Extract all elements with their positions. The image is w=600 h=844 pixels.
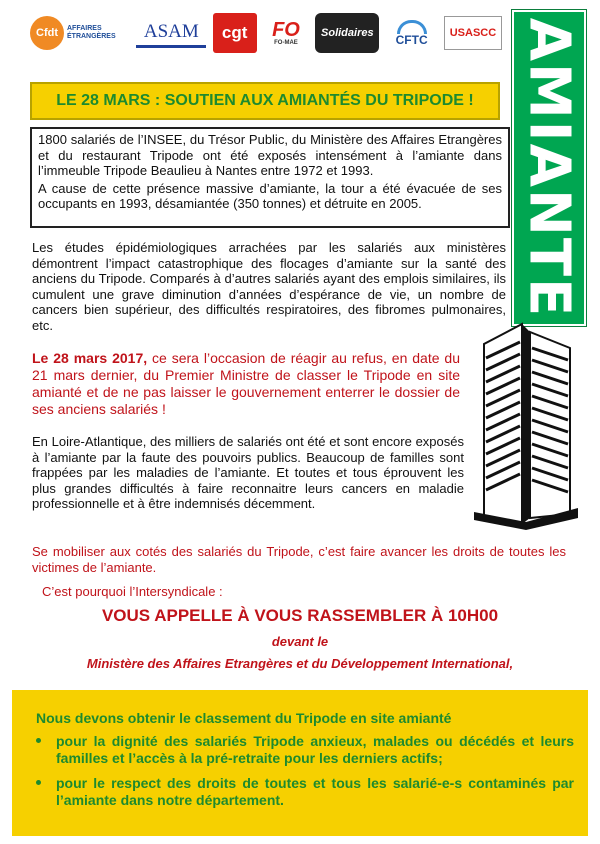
cfdt-logo-mark: Cfdt (30, 16, 64, 50)
asam-logo: ASAM (136, 18, 206, 48)
tripode-building-illustration (470, 318, 580, 532)
demands-list (36, 733, 574, 809)
intersyndicale-line: C’est pourquoi l’Intersyndicale : (42, 584, 223, 599)
mobilisation-paragraph: Se mobiliser aux cotés des salariés du Tripode, c’est faire avancer les droits de toutes les victimes de l’amiante. (32, 544, 566, 575)
intro-box (30, 127, 510, 228)
side-banner (512, 10, 586, 326)
rally-location: Ministère des Affaires Etrangères et du Développement International, (86, 656, 514, 671)
rally-call: VOUS APPELLE À VOUS RASSEMBLER À 10H00 (101, 606, 499, 625)
fo-logo-sub: FO-MAE (274, 39, 298, 46)
bullet-icon (36, 780, 41, 785)
fo-logo-mark: FO (272, 18, 300, 41)
rally-location-lead: devant le (271, 634, 329, 649)
cfdt-logo (30, 13, 130, 53)
demands-lead: Nous devons obtenir le classement du Tripode en site amianté (36, 710, 452, 726)
loire-atlantique-paragraph: En Loire-Atlantique, des milliers de salariés ont été et sont encore exposés à l’amiante par la faute des pouvoirs publics. Beaucoup de familles sont frappées par les maladies de l’amiante. Et toutes et tous éprouvent les plus grandes difficultés à faire reconnaitre leurs cancers en maladie professionnelle et à être indemnisés décemment. (32, 434, 464, 511)
march-text: ce sera l’occasion de réagir au refus, en date du 21 mars dernier, du Premier Ministre de classer le Tripode en site amianté et de ne pas laisser le gouvernement enterrer le dossier de ses anciens salariés ! (32, 350, 460, 417)
cftc-arc-icon (397, 20, 427, 34)
march-paragraph (32, 350, 460, 418)
page-title: LE 28 MARS : SOUTIEN AUX AMIANTÉS DU TRIPODE ! (56, 92, 474, 109)
intro-paragraph-2: A cause de cette présence massive d’amiante, la tour a été évacuée de ses occupants en 1993, désamiantée (350 tonnes) et détruite en 2005. (38, 180, 502, 211)
demand-text: pour le respect des droits de toutes et tous les salarié-e-s contaminés par l’amiante dans notre département. (56, 775, 574, 808)
usasc-logo: USASCC (444, 16, 502, 50)
union-logos (30, 12, 502, 54)
list-item (36, 733, 574, 767)
cgt-logo: cgt (213, 13, 257, 53)
cftc-logo-mark: CFTC (395, 33, 428, 47)
demands-box (12, 690, 588, 836)
list-item (36, 775, 574, 809)
intro-paragraph-1: 1800 salariés de l’INSEE, du Trésor Public, du Ministère des Affaires Etrangères et du restaurant Tripode ont été exposés intensément à l’amiante dans l’immeuble Tripode Beaulieu à Nantes entre 1972 et 1993. (38, 132, 502, 178)
solidaires-logo: Solidaires (315, 13, 379, 53)
cftc-logo (386, 13, 438, 53)
studies-paragraph: Les études épidémiologiques arrachées par les salariés aux ministères démontrent l’impact catastrophique des flocages d’amiante sur la santé des anciens du Tripode. Comparés à d’autres salariés ayant des emplois similaires, ils cumulent une grave diminution d’années d’espérance de vie, un nombre de cancers bien supérieur, des difficultés respiratoires, des fibromes pulmonaires, etc. (32, 240, 506, 333)
cfdt-logo-sub: AFFAIRES ÉTRANGÈRES (67, 25, 116, 40)
demand-text: pour la dignité des salariés Tripode anxieux, malades ou décédés et leurs familles et l’accès à la pré-retraite pour les derniers actifs; (56, 733, 574, 766)
bullet-icon (36, 738, 41, 743)
march-date: Le 28 mars 2017, (32, 350, 148, 366)
headline-box (30, 82, 500, 120)
fo-logo (263, 13, 309, 53)
side-banner-label: AMIANTE (516, 17, 582, 319)
